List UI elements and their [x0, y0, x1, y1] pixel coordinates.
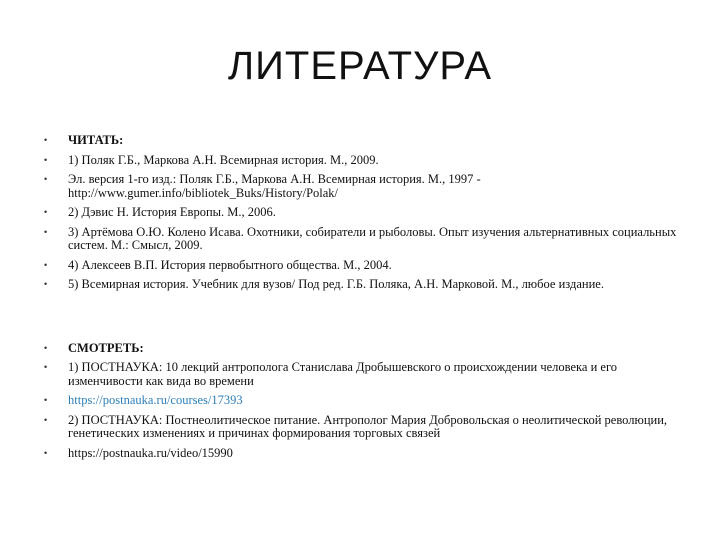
list-item — [44, 173, 684, 200]
list-item — [44, 342, 684, 356]
bullet: • — [44, 207, 48, 217]
bullet: • — [44, 154, 48, 165]
slide-title: ЛИТЕРАТУРА — [227, 44, 493, 88]
reference-text: Эл. версия 1-го изд.: Поляк Г.Б., Маркова А.Н. Всемирная история. М., 1997 - http://www.gumer.info/bibliotek_Buks/History/Polak/ — [68, 172, 481, 200]
postnauka-course-link[interactable]: https://postnauka.ru/courses/17393 — [68, 393, 243, 407]
bullet: • — [44, 342, 48, 353]
watch-item-text: 2) ПОСТНАУКА: Постнеолитическое питание. Антрополог Мария Добровольская о неолитической революции, генетических изменениях и причинах формирования торговых связей — [68, 412, 668, 440]
reference-text: 2) Дэвис Н. История Европы. М., 2006. — [68, 205, 276, 219]
watch-item-text: 1) ПОСТНАУКА: 10 лекций антрополога Станислава Дробышевского о происхождении человека и его изменчивости как вида во времени — [68, 360, 618, 388]
reference-text: 5) Всемирная история. Учебник для вузов/ Под ред. Г.Б. Поляка, А.Н. Марковой. М., любое издание. — [68, 277, 604, 291]
bullet: • — [44, 279, 48, 289]
list-item — [44, 154, 684, 168]
list-item — [44, 414, 684, 441]
list-item — [44, 394, 684, 408]
reference-text: 1) Поляк Г.Б., Маркова А.Н. Всемирная история. М., 2009. — [68, 152, 379, 167]
watch-heading: СМОТРЕТЬ: — [68, 340, 144, 355]
literature-list — [44, 134, 684, 466]
reference-text: 3) Артёмова О.Ю. Колено Исава. Охотники, собиратели и рыболовы. Опыт изучения альтернативных социальных систем. М.: Смысл, 2009. — [68, 224, 677, 252]
bullet: • — [44, 362, 48, 372]
list-item — [44, 259, 684, 273]
reference-text: 4) Алексеев В.П. История первобытного общества. М., 2004. — [68, 257, 392, 272]
bullet: • — [44, 226, 48, 237]
bullet: • — [44, 447, 48, 458]
bullet: • — [44, 174, 48, 184]
bullet: • — [44, 259, 48, 270]
list-item — [44, 134, 684, 148]
postnauka-video-url[interactable]: https://postnauka.ru/video/15990 — [68, 445, 233, 460]
list-item — [44, 226, 684, 253]
bullet: • — [44, 135, 48, 145]
bullet: • — [44, 395, 48, 405]
bullet: • — [44, 414, 48, 425]
list-item — [44, 278, 684, 292]
read-heading: ЧИТАТЬ: — [68, 133, 124, 147]
list-item — [44, 361, 684, 388]
list-item — [44, 206, 684, 220]
list-item — [44, 447, 684, 461]
